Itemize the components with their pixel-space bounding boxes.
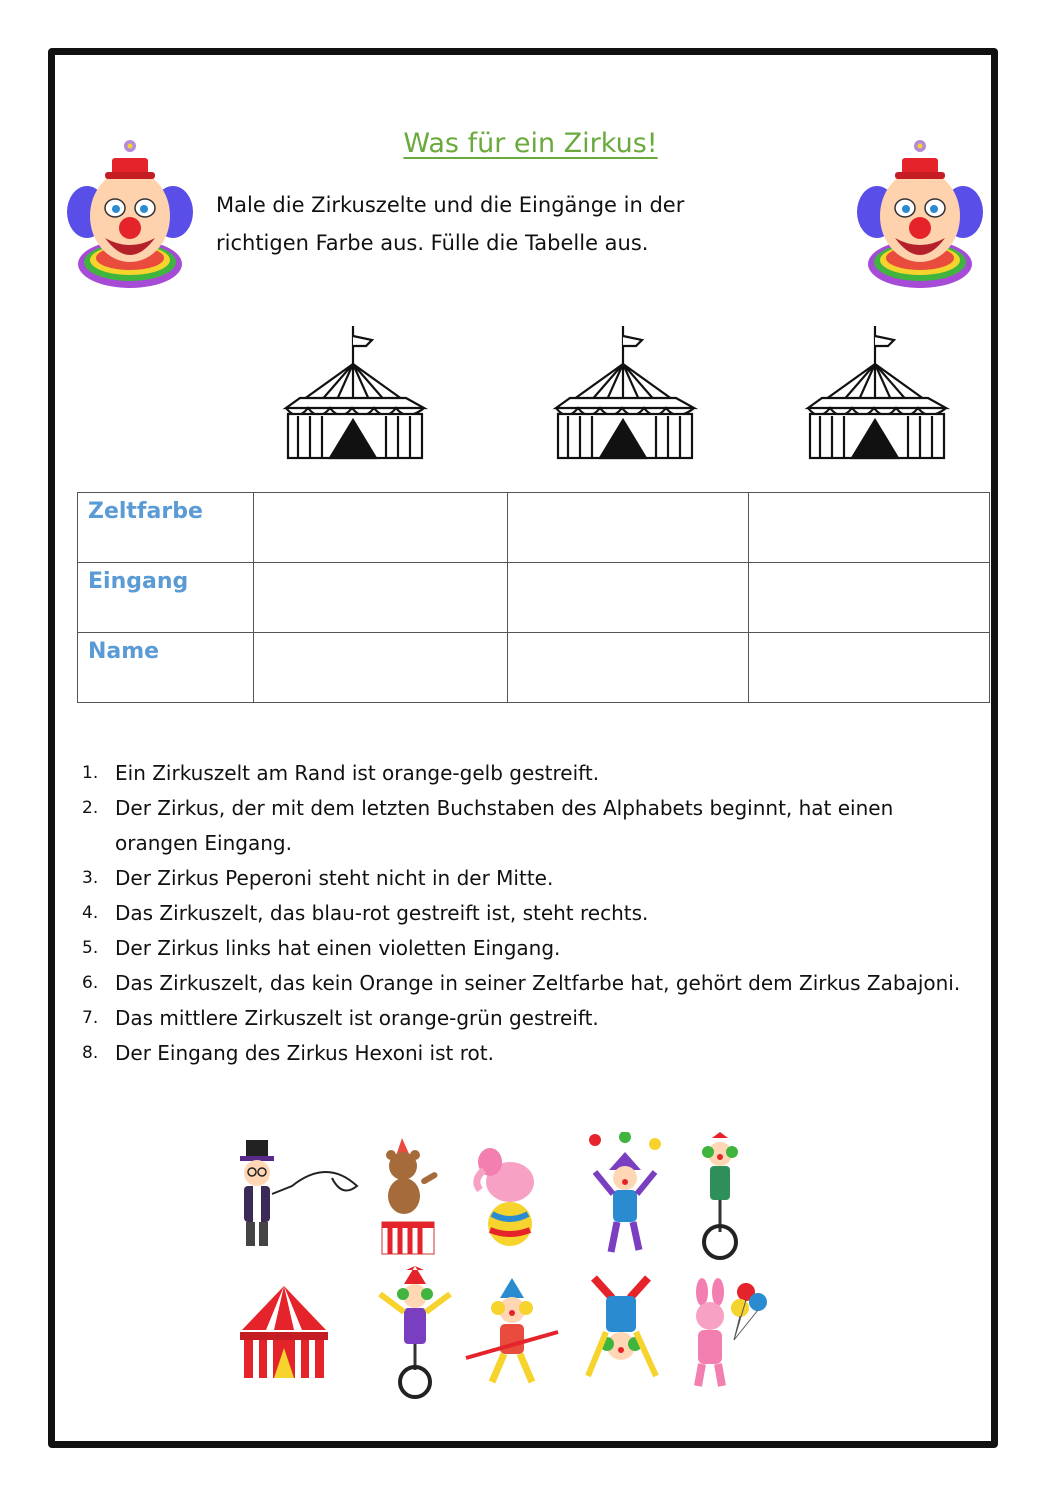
- clue-text: Das Zirkuszelt, das kein Orange in seiner Zeltfarbe hat, gehört dem Zirkus Zabajoni.: [115, 971, 961, 995]
- answer-cell-name-left[interactable]: [254, 633, 508, 703]
- clown-on-unicycle-illustration: [690, 1132, 750, 1262]
- answer-cell-zeltfarbe-middle[interactable]: [508, 493, 749, 563]
- clue-text: Der Zirkus, der mit dem letzten Buchstaben des Alphabets beginnt, hat einen orangen Eingang.: [115, 796, 894, 855]
- worksheet-title: Was für ein Zirkus!: [403, 128, 658, 159]
- row-label-eingang: Eingang: [78, 563, 254, 633]
- clue-text: Ein Zirkuszelt am Rand ist orange-gelb gestreift.: [115, 761, 600, 785]
- worksheet-instructions: [216, 186, 816, 262]
- answer-cell-zeltfarbe-right[interactable]: [749, 493, 990, 563]
- clue-text: Das mittlere Zirkuszelt ist orange-grün gestreift.: [115, 1006, 599, 1030]
- row-label-zeltfarbe: Zeltfarbe: [78, 493, 254, 563]
- instruction-line-1: Male die Zirkuszelte und die Eingänge in der: [216, 193, 685, 217]
- clue-number: 1.: [82, 763, 99, 783]
- clue-item: [82, 861, 982, 896]
- ringmaster-illustration: [232, 1138, 372, 1253]
- clown-with-stick-illustration: [462, 1278, 562, 1390]
- answer-cell-name-middle[interactable]: [508, 633, 749, 703]
- answer-cell-zeltfarbe-left[interactable]: [254, 493, 508, 563]
- clue-number: 2.: [82, 798, 99, 818]
- table-row-eingang: [78, 563, 990, 633]
- clue-number: 8.: [82, 1043, 99, 1063]
- bunny-with-balloons-illustration: [676, 1278, 770, 1390]
- clue-number: 3.: [82, 868, 99, 888]
- answer-cell-eingang-right[interactable]: [749, 563, 990, 633]
- clue-text: Der Zirkus Peperoni steht nicht in der Mitte.: [115, 866, 554, 890]
- clue-item: [82, 1036, 982, 1071]
- circus-tent-right-outline: [802, 322, 952, 462]
- answer-table: [77, 492, 990, 703]
- clue-number: 7.: [82, 1008, 99, 1028]
- clue-item: [82, 896, 982, 931]
- elephant-on-ball-illustration: [470, 1140, 550, 1248]
- clue-text: Der Eingang des Zirkus Hexoni ist rot.: [115, 1041, 494, 1065]
- clue-number: 6.: [82, 973, 99, 993]
- circus-tent-left-outline: [280, 322, 430, 462]
- clue-item: [82, 1001, 982, 1036]
- clue-text: Das Zirkuszelt, das blau-rot gestreift ist, steht rechts.: [115, 901, 649, 925]
- clue-list: [82, 756, 982, 1071]
- table-row-zeltfarbe: [78, 493, 990, 563]
- answer-cell-name-right[interactable]: [749, 633, 990, 703]
- clown-handstand-illustration: [574, 1272, 668, 1390]
- clue-number: 4.: [82, 903, 99, 923]
- clue-item: [82, 966, 982, 1001]
- red-white-circus-tent-illustration: [236, 1280, 332, 1380]
- clue-text: Der Zirkus links hat einen violetten Eingang.: [115, 936, 561, 960]
- bear-on-pedestal-illustration: [372, 1138, 447, 1256]
- answer-cell-eingang-middle[interactable]: [508, 563, 749, 633]
- jester-juggling-illustration: [585, 1132, 665, 1258]
- clue-item: [82, 756, 982, 791]
- clue-item: [82, 791, 982, 861]
- answer-cell-eingang-left[interactable]: [254, 563, 508, 633]
- instruction-line-2: richtigen Farbe aus. Fülle die Tabelle aus.: [216, 231, 649, 255]
- clue-number: 5.: [82, 938, 99, 958]
- circus-tent-middle-outline: [550, 322, 700, 462]
- clown-unicycle-arms-up-illustration: [370, 1266, 460, 1400]
- row-label-name: Name: [78, 633, 254, 703]
- table-row-name: [78, 633, 990, 703]
- clue-item: [82, 931, 982, 966]
